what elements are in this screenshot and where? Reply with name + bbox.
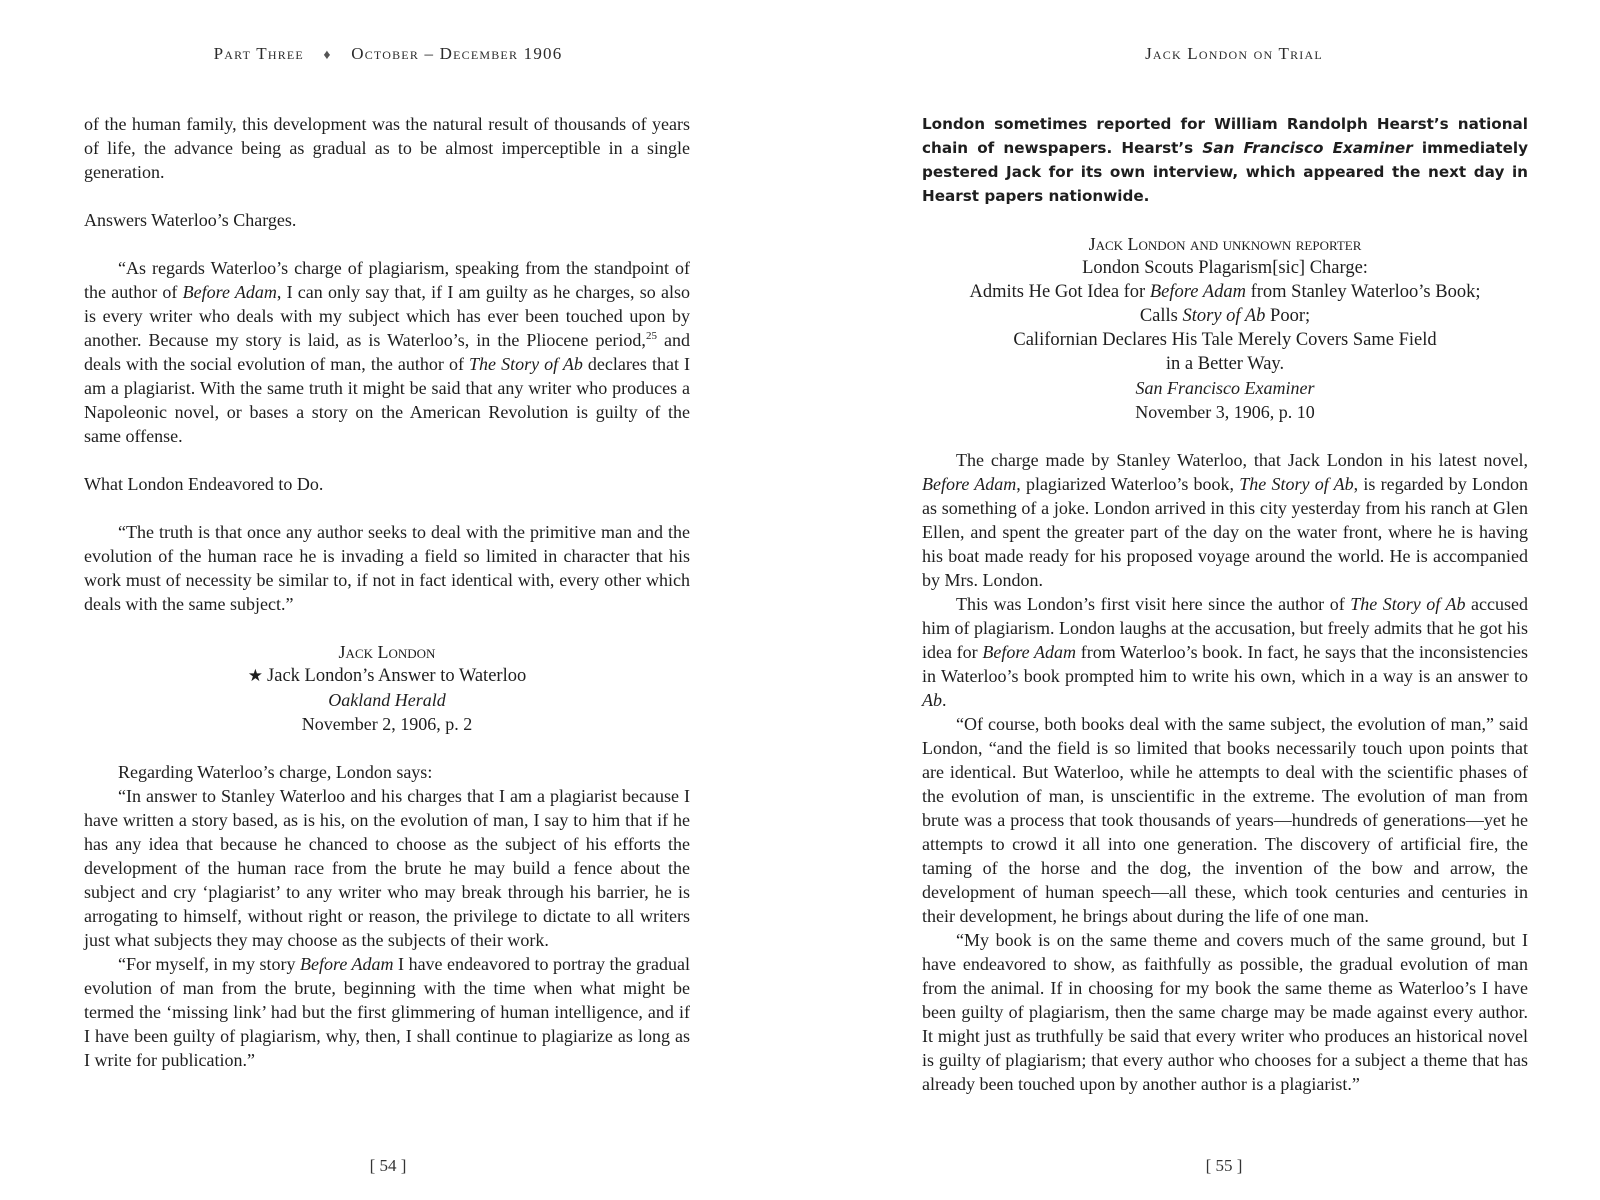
paragraph-first-visit: This was London’s first visit here since the author of The Story of Ab accused him of plagiarism. London laughs at the accusation, but freely admits that he got his idea for Before Adam from Waterloo’s book. In fact, he says that the inconsistencies in Waterloo’s book prompted him to write his own, which in a way is an answer to Ab. xyxy=(922,594,1528,710)
paragraph-for-myself: “For myself, in my story Before Adam I have endeavored to portray the gradual evolution of man from the brute, beginning with the time when what might be termed the ‘missing link’ had but the first glimmering of human intelligence, and if I have been guilty of plagiarism, why, then, I shall continue to plagiarize as long as I write for publication.” xyxy=(84,954,690,1070)
paragraph-my-book: “My book is on the same theme and covers much of the same ground, but I have endeavored to show, as faithfully as possible, the gradual evolution of man from the animal. If in choosing for my book the same theme as Waterloo’s I have been guilty of plagiarism, then the same charge may be made against every author. It might just as truthfully be said that every writer who produces an historical novel is guilty of plagiarism; that every author who chooses for a subject a theme that has already been touched upon by another author is a plagiarist.” xyxy=(922,930,1528,1094)
headline-line-2: Admits He Got Idea for Before Adam from Stanley Waterloo’s Book; xyxy=(969,282,1481,302)
right-page xyxy=(800,0,1600,1200)
footnote-marker: 25 xyxy=(645,330,657,342)
paragraph-charge-made: The charge made by Stanley Waterloo, that Jack London in his latest novel, Before Adam, plagiarized Waterloo’s book, The Story of Ab, is regarded by London as something of a joke. London arrived in this city yesterday from his ranch at Glen Ellen, and spent the greater part of the day on the water front, where he is having his boat made ready for his proposed voyage around the world. He is accompanied by Mrs. London. xyxy=(922,450,1528,590)
headline-line-5: in a Better Way. xyxy=(1165,354,1285,374)
left-page-number: [ 54 ] xyxy=(369,1156,407,1175)
running-head-part: Part Three xyxy=(213,44,304,63)
left-body-text xyxy=(84,112,690,1072)
source-date: November 2, 1906, p. 2 xyxy=(301,714,473,734)
continuation-paragraph: of the human family, this development was the natural result of thousands of years of life, the advance being as gradual as to be almost imperceptible in a single generation. xyxy=(84,114,690,182)
right-running-head: Jack London on Trial xyxy=(1145,44,1323,63)
source-block-oakland-herald xyxy=(84,640,690,736)
subhead-what-london-endeavored: What London Endeavored to Do. xyxy=(84,474,324,494)
paragraph-regarding-charge: Regarding Waterloo’s charge, London says: xyxy=(118,762,433,782)
star-icon: ★ xyxy=(247,666,264,685)
source-block-examiner xyxy=(922,232,1528,424)
source-author: Jack London and unknown reporter xyxy=(1088,234,1362,254)
paragraph-of-course: “Of course, both books deal with the same subject, the evolution of man,” said London, “and the field is so limited that books necessarily touch upon points that are identical. But Waterloo, while he attempts to deal with the scientific phases of the evolution of man, is unscientific in the extreme. The evolution of man from brute was a process that took thousands of years—hundreds of generations—yet he attempts to crowd it all into one generation. The discovery of artificial fire, the taming of the horse and the dog, the invention of the bow and arrow, the development of human speech—all these, which took centuries and centuries in their development, he brings about during the life of one man. xyxy=(922,714,1528,926)
paragraph-plagiarism-charge: “As regards Waterloo’s charge of plagiarism, speaking from the standpoint of the author of Before Adam, I can only say that, if I am guilty as he charges, so also is every writer who deals with my subject which has ever been touched upon by another. Because my story is laid, as is Waterloo’s, in the Pliocene period,$^{25}$ and deals with the social evolution of man, the author of The Story of Ab declares that I am a plagiarist. With the same truth it might be said that any writer who produces a Napoleonic novel, or bases a story on the American Revolution is guilty of the same offense. xyxy=(84,258,690,446)
diamond-ornament-icon: ♦ xyxy=(323,48,332,63)
right-page-number: [ 55 ] xyxy=(1205,1156,1243,1175)
paragraph-truth-primitive-man: “The truth is that once any author seeks to deal with the primitive man and the evolution of the human race he is invading a field so limited in character that his work must of necessity be similar to, if not in fact identical with, every other which deals with the same subject.” xyxy=(84,522,690,614)
right-body-text xyxy=(922,112,1528,1096)
source-date: November 3, 1906, p. 10 xyxy=(1135,402,1315,422)
editorial-intro-note: London sometimes reported for William Randolph Hearst’s national chain of newspapers. Hearst’s San Francisco Examiner immediately pestered Jack for its own interview, which appeared the next day in Hearst papers nationwide. xyxy=(922,115,1529,205)
left-running-head xyxy=(0,44,788,64)
source-newspaper: San Francisco Examiner xyxy=(1135,378,1315,398)
source-author: Jack London xyxy=(338,642,436,662)
source-newspaper: Oakland Herald xyxy=(328,690,446,710)
running-head-dates: October – December 1906 xyxy=(351,44,563,63)
subhead-answers-charges: Answers Waterloo’s Charges. xyxy=(84,210,297,230)
headline-line-1: London Scouts Plagarism[sic] Charge: xyxy=(1082,258,1368,278)
paragraph-in-answer: “In answer to Stanley Waterloo and his charges that I am a plagiarist because I have written a story based, as is his, on the evolution of man, I say to him that if he has any idea that because he chanced to choose as the subject of his efforts the development of the human race from the brute he may build a fence about the subject and cry ‘plagiarist’ to any writer who may break through his barrier, he is arrogating to himself, without right or reason, the privilege to dictate to all writers just what subjects they may choose as the subjects of their work. xyxy=(84,786,690,950)
source-title: ★ Jack London’s Answer to Waterloo xyxy=(247,666,527,686)
headline-line-4: Californian Declares His Tale Merely Covers Same Field xyxy=(1013,330,1437,350)
headline-line-3: Calls Story of Ab Poor; xyxy=(1139,306,1311,326)
